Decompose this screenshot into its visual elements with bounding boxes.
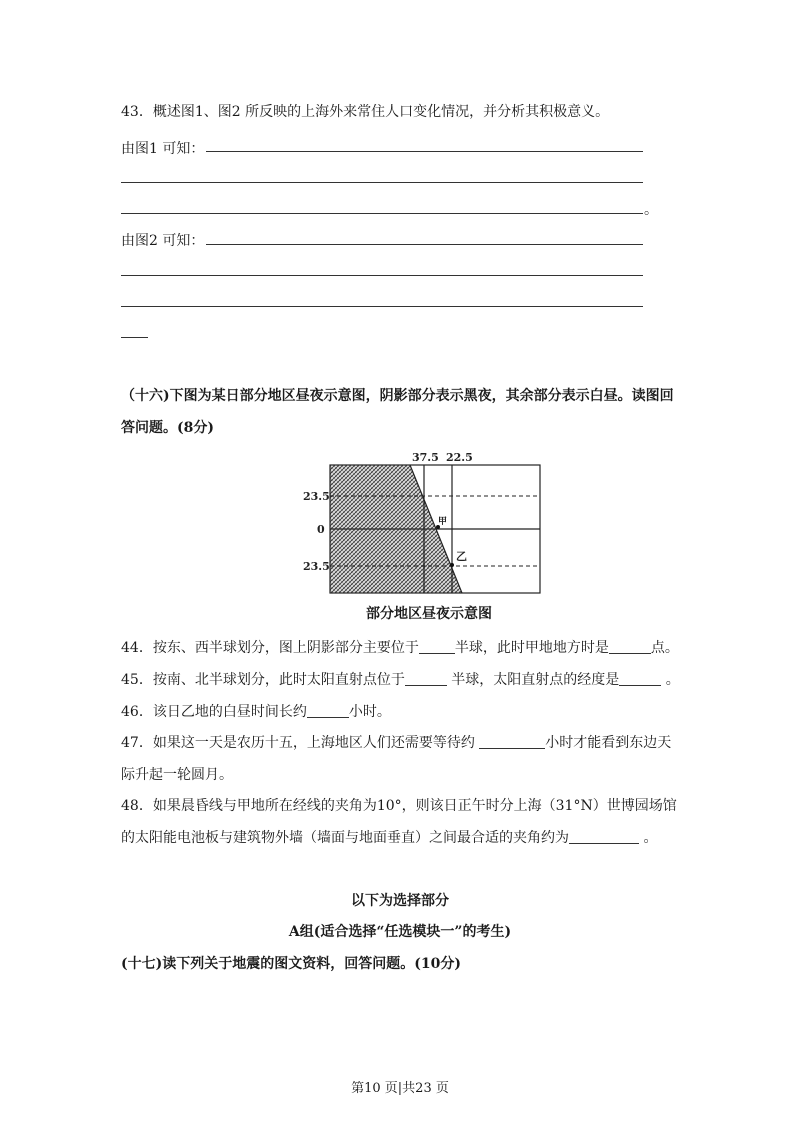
q43-fig2-label: 由图2 可知： bbox=[121, 233, 205, 249]
q48-line2 bbox=[121, 828, 657, 848]
q48-part2: 。 bbox=[639, 830, 658, 846]
answer-line[interactable] bbox=[206, 244, 643, 245]
answer-blank[interactable] bbox=[479, 734, 545, 749]
lat-label-north: 23.5 bbox=[303, 490, 330, 503]
q47-line2: 际升起一轮圆月。 bbox=[121, 767, 233, 783]
section16-heading-line1: （十六)下图为某日部分地区昼夜示意图，阴影部分表示黑夜，其余部分表示白昼。读图回 bbox=[121, 388, 674, 404]
q48-part1: 的太阳能电池板与建筑物外墙（墙面与地面垂直）之间最合适的夹角约为 bbox=[121, 830, 569, 846]
lat-label-south: 23.5 bbox=[303, 560, 330, 573]
lon-label-37-5: 37.5 bbox=[412, 451, 439, 464]
answer-blank[interactable] bbox=[405, 671, 447, 686]
period-mark: 。 bbox=[644, 202, 658, 218]
point-jia-label: 甲 bbox=[438, 517, 448, 527]
section17-heading: (十七)读下列关于地震的图文资料，回答问题。(10分) bbox=[121, 956, 461, 972]
page-footer: 第10 页|共23 页 bbox=[351, 1081, 449, 1096]
lon-label-22-5: 22.5 bbox=[446, 451, 473, 464]
day-night-diagram bbox=[300, 448, 550, 628]
answer-line[interactable] bbox=[121, 306, 643, 307]
q44 bbox=[121, 638, 679, 658]
answer-line[interactable] bbox=[121, 182, 643, 183]
answer-blank[interactable] bbox=[569, 829, 639, 844]
point-yi-label: 乙 bbox=[456, 550, 467, 563]
q43-question: 43．概述图1、图2 所反映的上海外来常住人口变化情况，并分析其积极意义。 bbox=[121, 104, 610, 120]
q45 bbox=[121, 670, 680, 690]
point-yi bbox=[450, 563, 454, 567]
answer-line[interactable] bbox=[121, 275, 643, 276]
q44-part2: 半球，此时甲地地方时是 bbox=[454, 640, 609, 656]
q47-part1: 47．如果这一天是农历十五，上海地区人们还需要等待约 bbox=[121, 735, 480, 751]
elective-title: 以下为选择部分 bbox=[351, 893, 449, 909]
q43-fig1-label: 由图1 可知： bbox=[121, 141, 205, 157]
elective-group: A组(适合选择“任选模块一”的考生) bbox=[288, 924, 512, 940]
q48-line1: 48．如果晨昏线与甲地所在经线的夹角为10°，则该日正午时分上海（31°N）世博园场馆 bbox=[121, 798, 677, 814]
answer-blank[interactable] bbox=[619, 671, 661, 686]
section16-heading-line2: 答问题。(8分) bbox=[121, 420, 214, 436]
q45-part2: 半球，太阳直射点的经度是 bbox=[446, 672, 620, 688]
answer-line[interactable] bbox=[121, 337, 148, 338]
lat-label-equator: 0 bbox=[317, 523, 325, 536]
q46-part2: 小时。 bbox=[348, 704, 391, 720]
answer-blank[interactable] bbox=[419, 639, 455, 654]
q44-part1: 44．按东、西半球划分，图上阴影部分主要位于 bbox=[121, 640, 419, 656]
q44-part3: 点。 bbox=[650, 640, 679, 656]
answer-line[interactable] bbox=[206, 151, 643, 152]
q45-part1: 45．按南、北半球划分，此时太阳直射点位于 bbox=[121, 672, 405, 688]
answer-blank[interactable] bbox=[307, 703, 349, 718]
answer-blank[interactable] bbox=[609, 639, 651, 654]
q45-part3: 。 bbox=[661, 672, 680, 688]
q47-line1 bbox=[121, 733, 671, 753]
q46 bbox=[121, 702, 391, 722]
q46-part1: 46．该日乙地的白昼时间长约 bbox=[121, 704, 307, 720]
answer-line[interactable] bbox=[121, 213, 643, 214]
q47-part2: 小时才能看到东边天 bbox=[545, 735, 672, 751]
diagram-title: 部分地区昼夜示意图 bbox=[366, 606, 492, 622]
